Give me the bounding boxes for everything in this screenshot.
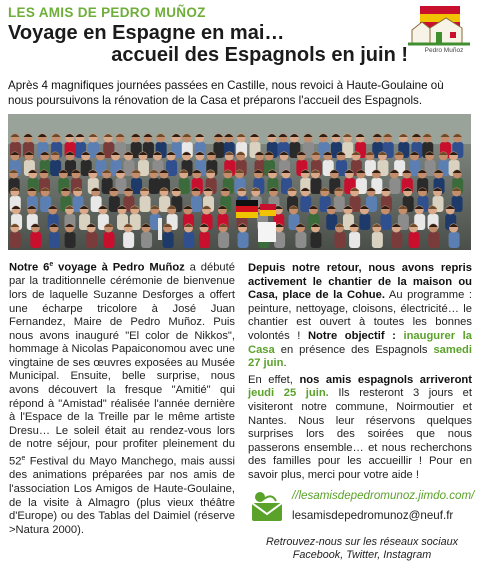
social-line-1: Retrouvez-nous sur les réseaux sociaux <box>265 536 459 548</box>
p1-rest-2: en présence des Espagnols <box>274 343 434 356</box>
contact-block <box>250 489 474 531</box>
group-photo-image <box>8 114 471 250</box>
p1-green-2: samedi 27 juin <box>248 343 472 370</box>
social-line-2: Facebook, Twitter, Instagram <box>292 549 432 561</box>
title-line-2: accueil des Espagnols en juin ! <box>111 44 408 66</box>
title-line-1: Voyage en Espagne en mai… <box>8 22 285 44</box>
right-paragraph-1 <box>248 262 472 371</box>
intro-paragraph: Après 4 magnifiques journées passées en Castille, nous revoici à Haute-Goulaine où nous poursuivons la rénovation de la Casa et préparons l'accueil des Espagnols. <box>8 79 444 107</box>
email-link[interactable]: lesamisdepedromunoz@neuf.fr <box>292 509 454 522</box>
p1-bold-2: Notre objectif : <box>307 329 404 342</box>
association-logo <box>406 4 472 48</box>
website-link[interactable]: //lesamisdepedromunoz.jimdo.com/ <box>292 489 475 502</box>
p1-end: . <box>283 357 287 370</box>
p1-green: inaugurer la Casa <box>248 329 472 356</box>
right-column-text <box>248 262 472 483</box>
p2-rest: Ils resteront 3 jours et visiteront notre commune, Noirmoutier et Nantes. Nous leur réservons quelques surprises lors des soirées que nous passerons ensemble… et nous recherchons des familles pour les accueillir ! Pour en savoir plus, merci pour votre aide ! <box>248 387 472 481</box>
left-body: a débuté par la traditionnelle cérémonie de bienvenue lors de laquelle Suzanne Desforges a offert une écharpe tricolore à José Juan Fernandez, Maire de Pedro Muñoz. Puis nous avons inauguré "El color de Nikkos", hommage à Nicolas Papaiconomou avec une vingtaine de ses œuvres exposées au Musée Municipal. Ensuite, belle surprise, nous avons découvert la fresque "Amitié" qui répond à "Amistad" réalisée l'année dernière à l'Espace de la Treille par le même artiste Dresu… Le soleil était au rendez-vous lors de notre séjour, pour profiter pleinement du 52 <box>9 261 235 468</box>
p1-rest: Au programme : peinture, nettoyage, cloisons, électricité… le chantier est ouvert à toutes les bonnes volontés ! <box>248 289 472 342</box>
envelope-mouse-icon <box>250 491 286 525</box>
left-body-2: Festival du Mayo Manchego, mais aussi des animations préparées par nos amis de l'association Los Amigos de Haute-Goulaine, de la visite à Almagro (plus vieux théâtre d'Europe) ou des Tablas del Daimiel (réserve >Natura 2000). <box>9 455 235 536</box>
p2-start: En effet, <box>248 373 300 386</box>
p2-bold: nos amis espagnols arriveront <box>299 373 472 386</box>
logo-graphic <box>406 4 472 48</box>
left-sup-2: e <box>21 455 26 463</box>
left-column-text <box>9 258 235 537</box>
group-photo <box>8 114 471 250</box>
organization-name: LES AMIS DE PEDRO MUÑOZ <box>8 5 206 20</box>
right-paragraph-2 <box>248 374 472 483</box>
lead-bold-2: voyage à Pedro Muñoz <box>53 261 185 274</box>
lead-bold: Notre 6 <box>9 261 50 274</box>
page-title <box>8 22 408 66</box>
logo-caption: Pedro Muñoz <box>424 47 464 54</box>
p2-green: jeudi 25 juin. <box>248 387 329 400</box>
social-networks <box>250 536 474 562</box>
lead-sup: e <box>49 261 54 268</box>
p1-bold: Depuis notre retour, nous avons repris activement le chantier de la maison ou Casa, place de la Cohue. <box>248 262 472 302</box>
